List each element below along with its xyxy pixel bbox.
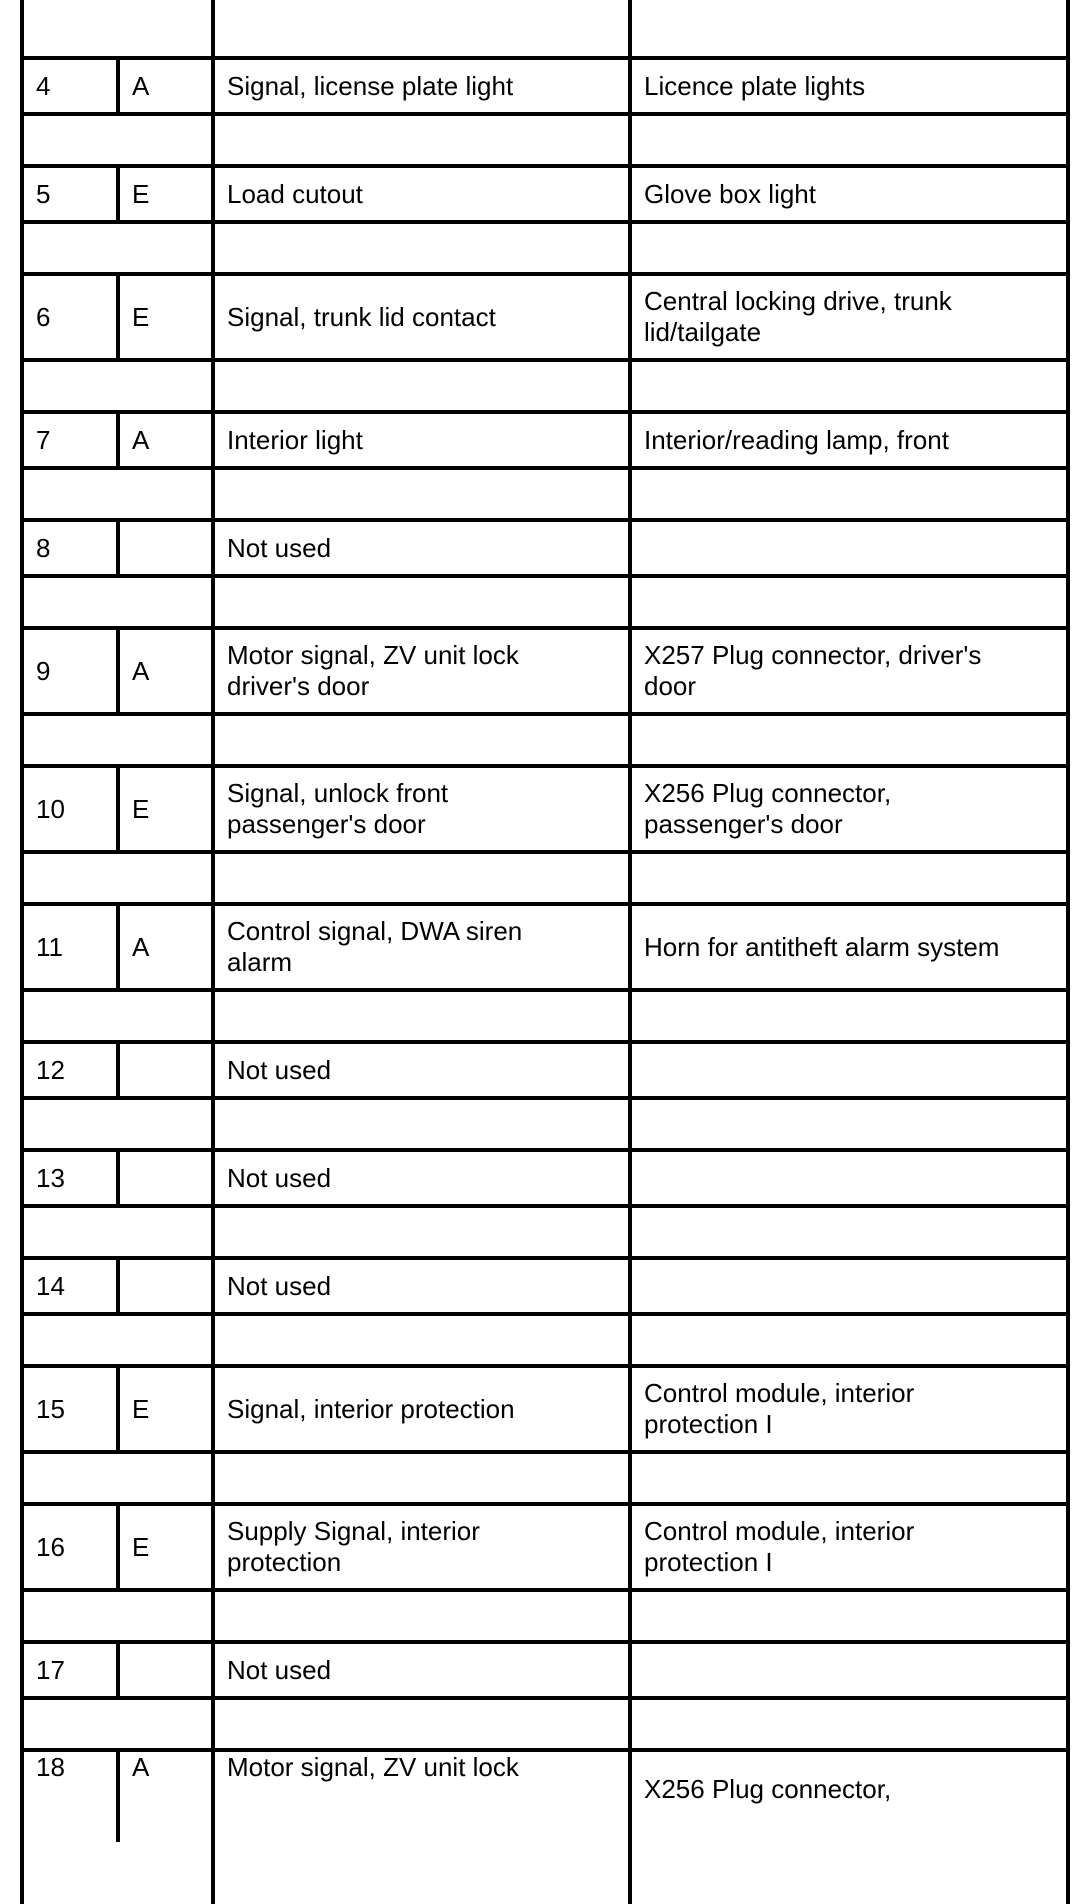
signal-type-cell	[120, 1044, 211, 1096]
row-divider	[20, 712, 1070, 716]
signal-type-cell: A	[132, 424, 150, 455]
pin-number-cell: 4	[36, 70, 51, 101]
signal-type-cell: E	[132, 1531, 150, 1562]
row-divider	[20, 1588, 1070, 1592]
table-border-right	[1066, 0, 1070, 1904]
pin-number-cell: 17	[36, 1654, 65, 1685]
signal-description-cell: Load cutout	[227, 178, 363, 209]
component-cell	[632, 1644, 1066, 1696]
signal-description-cell: Control signal, DWA siren alarm	[227, 916, 523, 977]
pin-number-cell: 15	[36, 1393, 65, 1424]
row-divider	[20, 220, 1070, 224]
row-divider	[20, 1696, 1070, 1700]
signal-description-cell: Not used	[227, 1654, 332, 1685]
pin-number-cell: 6	[36, 301, 51, 332]
component-cell: Control module, interior protection I	[644, 1378, 915, 1439]
component-cell	[632, 1260, 1066, 1312]
row-divider	[20, 574, 1070, 578]
signal-type-cell	[120, 1152, 211, 1204]
signal-type-cell	[120, 522, 211, 574]
row-divider	[20, 1096, 1070, 1100]
signal-type-cell: E	[132, 301, 150, 332]
signal-description-cell: Signal, unlock front passenger's door	[227, 778, 449, 839]
component-cell: X257 Plug connector, driver's door	[644, 640, 982, 701]
component-cell: Horn for antitheft alarm system	[644, 931, 1000, 962]
component-cell: X256 Plug connector, passenger's door	[644, 778, 892, 839]
signal-description-cell: Not used	[227, 1054, 332, 1085]
signal-type-cell	[120, 1644, 211, 1696]
pin-number-cell: 13	[36, 1162, 65, 1193]
component-cell: Licence plate lights	[644, 70, 866, 101]
signal-description-cell: Interior light	[227, 424, 363, 455]
row-divider	[20, 358, 1070, 362]
pin-number-cell: 11	[36, 931, 63, 962]
component-cell: Central locking drive, trunk lid/tailgate	[644, 286, 952, 347]
signal-description-cell: Not used	[227, 1270, 332, 1301]
row-divider	[20, 1312, 1070, 1316]
signal-description-cell: Signal, license plate light	[227, 70, 514, 101]
signal-type-cell: A	[132, 655, 150, 686]
signal-description-cell: Not used	[227, 1162, 332, 1193]
pin-number-cell: 8	[36, 532, 51, 563]
row-divider	[20, 988, 1070, 992]
signal-description-cell: Supply Signal, interior protection	[227, 1516, 480, 1577]
component-cell	[632, 1044, 1066, 1096]
signal-type-cell	[120, 1260, 211, 1312]
row-divider	[20, 850, 1070, 854]
row-divider	[20, 1204, 1070, 1208]
pin-number-cell: 18	[36, 1752, 65, 1782]
signal-description-cell: Motor signal, ZV unit lock	[227, 1752, 519, 1782]
pin-number-cell: 7	[36, 424, 51, 455]
pin-number-cell: 5	[36, 178, 51, 209]
component-cell	[632, 1152, 1066, 1204]
pin-number-cell: 14	[36, 1270, 65, 1301]
signal-type-cell: A	[132, 70, 150, 101]
signal-type-cell: E	[132, 1393, 150, 1424]
row-divider	[20, 1450, 1070, 1454]
component-cell: Glove box light	[644, 178, 816, 209]
signal-description-cell: Signal, interior protection	[227, 1393, 515, 1424]
component-cell: Control module, interior protection I	[644, 1516, 915, 1577]
row-divider	[20, 112, 1070, 116]
signal-description-cell: Not used	[227, 532, 332, 563]
signal-description-cell: Signal, trunk lid contact	[227, 301, 496, 332]
row-divider	[20, 466, 1070, 470]
pin-number-cell: 16	[36, 1531, 65, 1562]
pin-number-cell: 12	[36, 1054, 65, 1085]
pin-number-cell: 10	[36, 793, 65, 824]
signal-description-cell: Motor signal, ZV unit lock driver's door	[227, 640, 519, 701]
signal-type-cell: E	[132, 178, 150, 209]
signal-type-cell: E	[132, 793, 150, 824]
signal-type-cell: A	[132, 931, 150, 962]
pin-number-cell: 9	[36, 655, 51, 686]
component-cell	[632, 522, 1066, 574]
component-cell: Interior/reading lamp, front	[644, 424, 949, 455]
signal-type-cell: A	[132, 1752, 150, 1782]
component-cell: X256 Plug connector,	[644, 1774, 892, 1804]
